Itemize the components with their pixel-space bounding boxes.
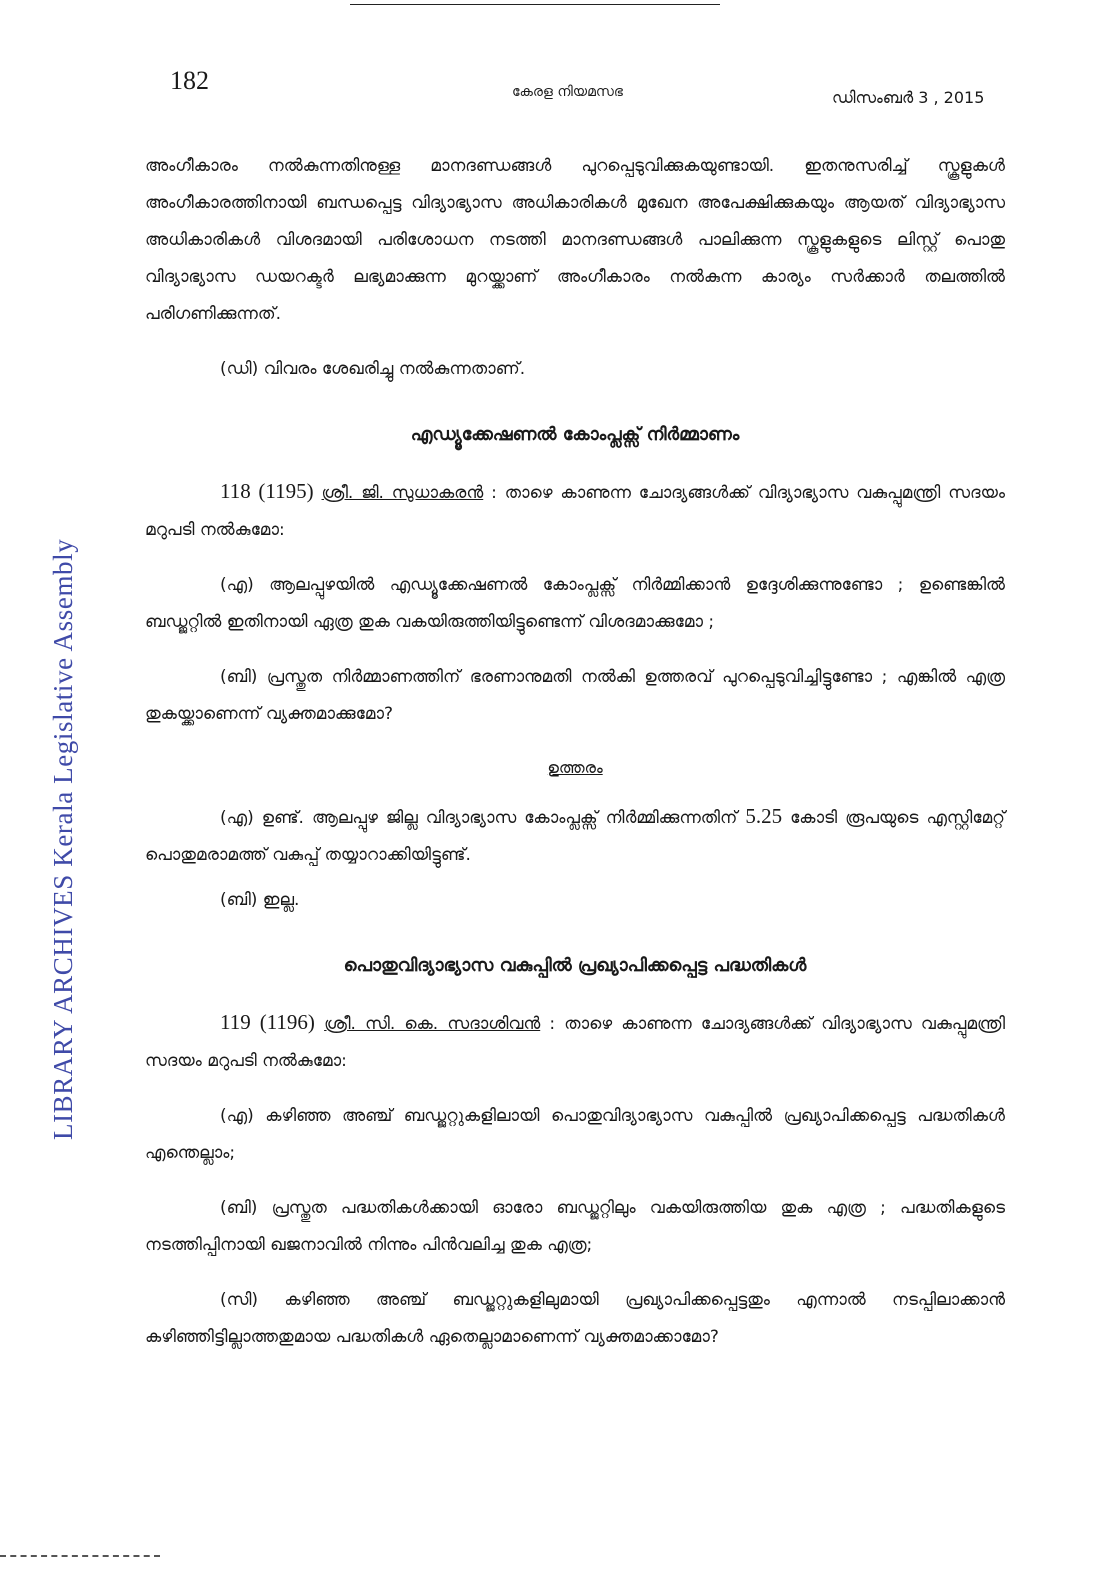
question-intro-text: : താഴെ കാണുന്ന ചോദ്യങ്ങൾക്ക് വിദ്യാഭ്യാസ വകുപ്പുമന്ത്രി സദയം മറുപടി നൽകുമോ: bbox=[145, 1014, 1006, 1071]
answer-text-cont: കോടി രൂപയുടെ എസ്റ്റിമേറ്റ് പൊതുമരാമത്ത് വകുപ്പ് തയ്യാറാക്കിയിട്ടുണ്ട്. bbox=[145, 808, 1005, 865]
answer-118-a bbox=[145, 798, 1005, 874]
intro-paragraph: അംഗീകാരം നൽകുന്നതിനുള്ള മാനദണ്ഡങ്ങൾ പുറപ്പെടുവിക്കുകയുണ്ടായി. ഇതനുസരിച്ച് സ്കൂളുകൾ അംഗീകാരത്തിനായി ബന്ധപ്പെട്ട വിദ്യാഭ്യാസ അധികാരികൾ മുഖേന അപേക്ഷിക്കുകയും ആയത് വിദ്യാഭ്യാസ അധികാരികൾ വിശദമായി പരിശോധന നടത്തി മാനദണ്ഡങ്ങൾ പാലിക്കുന്ന സ്കൂളുകളുടെ ലിസ്റ്റ് പൊതു വിദ്യാഭ്യാസ ഡയറക്ടർ ലഭ്യമാക്കുന്ന മുറയ്ക്കാണ് അംഗീകാരം നൽകുന്ന കാര്യം സർക്കാർ തലത്തിൽ പരിഗണിക്കുന്നത്. bbox=[145, 156, 1005, 324]
question-118-intro bbox=[145, 473, 1005, 549]
answer-text: (എ) ഉണ്ട്. ആലപ്പുഴ ജില്ല വിദ്യാഭ്യാസ കോംപ്ലക്സ് നിർമ്മിക്കുന്നതിന് bbox=[220, 808, 738, 828]
question-119-intro bbox=[145, 1004, 1005, 1080]
amount-value: 5.25 bbox=[745, 804, 783, 828]
question-intro-text: : താഴെ കാണുന്ന ചോദ്യങ്ങൾക്ക് വിദ്യാഭ്യാസ വകുപ്പുമന്ത്രി സദയം മറുപടി നൽകുമോ: bbox=[145, 483, 1006, 540]
answer-118-b: (ബി) ഇല്ല. bbox=[220, 890, 300, 910]
archive-watermark: LIBRARY ARCHIVES Kerala Legislative Assembly bbox=[48, 538, 78, 1140]
document-body bbox=[145, 148, 1005, 1356]
top-rule bbox=[350, 4, 720, 5]
header-date: ഡിസംബർ 3 , 2015 bbox=[832, 88, 985, 107]
question-number: 119 (1196) bbox=[220, 1010, 315, 1034]
question-119-b: (ബി) പ്രസ്തുത പദ്ധതികൾക്കായി ഓരോ ബഡ്ജറ്റിലും വകയിരുത്തിയ തുക എത്ര ; പദ്ധതികളുടെ നടത്തിപ്പിനായി ഖജനാവിൽ നിന്നും പിൻവലിച്ച തുക എത്ര; bbox=[145, 1198, 1005, 1255]
member-name: ശ്രീ. സി. കെ. സദാശിവൻ bbox=[324, 1014, 541, 1034]
answer-d: (ഡി) വിവരം ശേഖരിച്ചു നൽകുന്നതാണ്. bbox=[220, 359, 526, 379]
page-number: 182 bbox=[170, 66, 209, 95]
answer-title: ഉത്തരം bbox=[547, 758, 603, 777]
section-heading-118: എഡ്യൂക്കേഷണൽ കോംപ്ലക്സ് നിർമ്മാണം bbox=[410, 424, 740, 445]
question-119-a: (എ) കഴിഞ്ഞ അഞ്ച് ബഡ്ജറ്റുകളിലായി പൊതുവിദ്യാഭ്യാസ വകുപ്പിൽ പ്രഖ്യാപിക്കപ്പെട്ട പദ്ധതികൾ എന്തെല്ലാം; bbox=[145, 1106, 1005, 1163]
running-title: കേരള നിയമസഭ bbox=[512, 84, 623, 100]
member-name: ശ്രീ. ജി. സുധാകരൻ bbox=[321, 483, 484, 503]
scan-artifact-dash bbox=[0, 1555, 160, 1557]
question-118-b: (ബി) പ്രസ്തുത നിർമ്മാണത്തിന് ഭരണാനുമതി നൽകി ഉത്തരവ് പുറപ്പെടുവിച്ചിട്ടുണ്ടോ ; എങ്കിൽ എത്ര തുകയ്ക്കാണെന്ന് വ്യക്തമാക്കുമോ? bbox=[145, 667, 1005, 724]
section-heading-119: പൊതുവിദ്യാഭ്യാസ വകുപ്പിൽ പ്രഖ്യാപിക്കപ്പെട്ട പദ്ധതികൾ bbox=[343, 955, 807, 976]
question-number: 118 (1195) bbox=[220, 479, 314, 503]
question-119-c: (സി) കഴിഞ്ഞ അഞ്ച് ബഡ്ജറ്റുകളിലുമായി പ്രഖ്യാപിക്കപ്പെട്ടതും എന്നാൽ നടപ്പിലാക്കാൻ കഴിഞ്ഞിട്ടില്ലാത്തതുമായ പദ്ധതികൾ ഏതെല്ലാമാണെന്ന് വ്യക്തമാക്കാമോ? bbox=[145, 1290, 1005, 1347]
question-118-a: (എ) ആലപ്പുഴയിൽ എഡ്യൂക്കേഷണൽ കോംപ്ലക്സ് നിർമ്മിക്കാൻ ഉദ്ദേശിക്കുന്നുണ്ടോ ; ഉണ്ടെങ്കിൽ ബഡ്ജറ്റിൽ ഇതിനായി ഏത്ര തുക വകയിരുത്തിയിട്ടുണ്ടെന്ന് വിശദമാക്കുമോ ; bbox=[145, 575, 1005, 632]
